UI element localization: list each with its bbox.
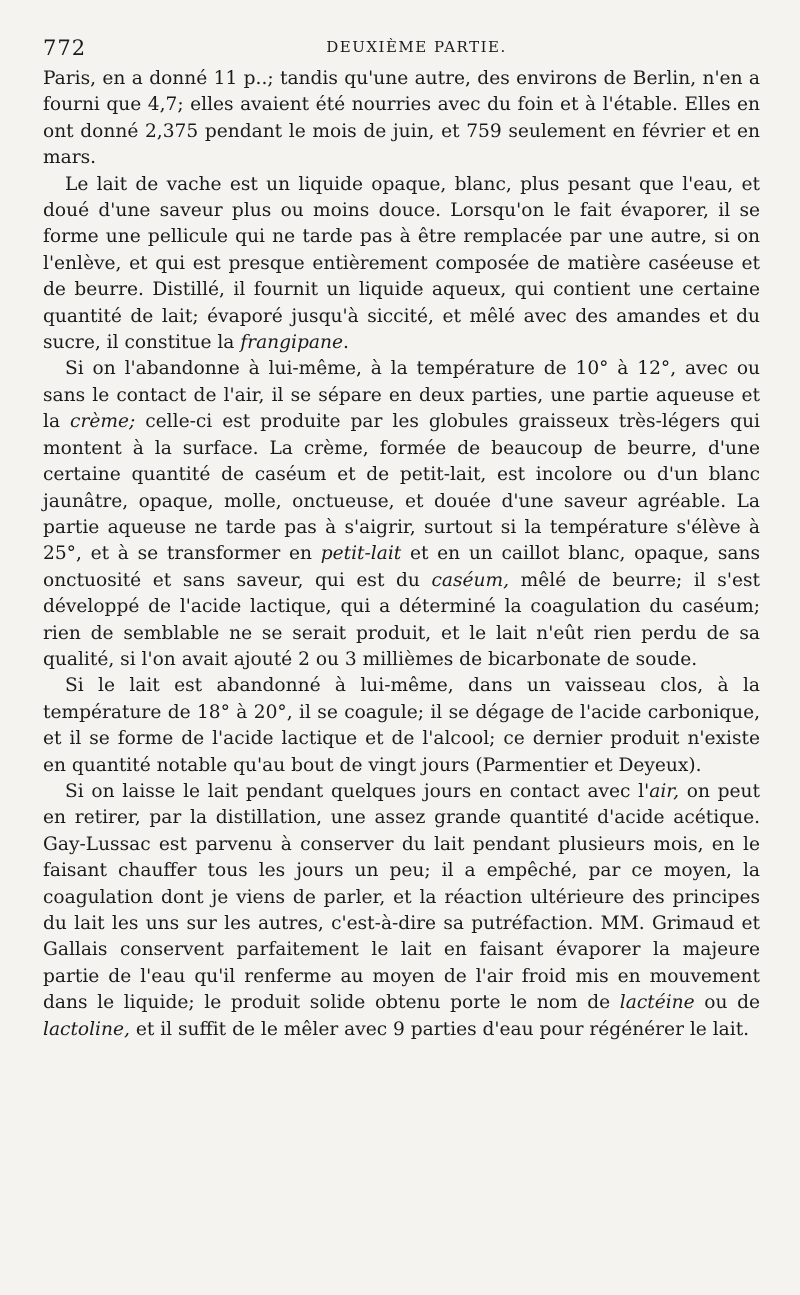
text-segment: celle-ci est produite par les globules graisseux très-légers qui montent à la surface. La crème, formée de beaucoup de beurre, d'une certaine quantité de caséum et de petit-lait, est incolore ou d'un blanc jaunâtre, opaque, molle, onctueuse, et douée d'une saveur agréable. La partie aqueuse ne tarde pas à s'aigrir, surtout si la température s'élève à 25°, et à se transformer en xyxy=(43,411,760,565)
italic-term: air, xyxy=(649,780,680,802)
text-segment: Si on laisse le lait pendant quelques jours en contact avec l' xyxy=(65,780,650,802)
text-segment: Paris, en a donné 11 p..; tandis qu'une autre, des environs de Berlin, n'en a fourni que 4,7; elles avaient été nourries avec du foin et à l'étable. Elles en ont donné 2,375 pendant le mois de juin, et 759 seulement en février et en mars. xyxy=(43,68,760,169)
text-segment: . xyxy=(342,332,349,354)
italic-term: caséum, xyxy=(431,569,510,591)
paragraph xyxy=(43,356,760,673)
paragraph xyxy=(43,172,760,357)
text-segment: Le lait de vache est un liquide opaque, blanc, plus pesant que l'eau, et doué d'une saveur plus ou moins douce. Lorsqu'on le fait évaporer, il se forme une pellicule qui ne tarde pas à être remplacée par une autre, si on l'enlève, et qui est presque entièrement composée de matière caséeuse et de beurre. Distillé, il fournit un liquide aqueux, qui contient une certaine quantité de lait; évaporé jusqu'à siccité, et mêlé avec des amandes et du sucre, il constitue la xyxy=(43,173,760,354)
paragraph xyxy=(43,673,760,779)
section-title: DEUXIÈME PARTIE. xyxy=(326,38,507,56)
text-segment: Si le lait est abandonné à lui-même, dans un vaisseau clos, à la température de 18° à 20°, il se coagule; il se dégage de l'acide carbonique, et il se forme de l'acide lactique et de l'alcool; ce dernier produit n'existe en quantité notable qu'au bout de vingt jours (Parmentier et Deyeux). xyxy=(43,675,760,776)
text-segment: mêlé de beurre; il s'est développé de l'acide lactique, qui a déterminé la coagulation du caséum; rien de semblable ne se serait produit, et le lait n'eût rien perdu de sa qualité, si l'on avait ajouté 2 ou 3 millièmes de bicarbonate de soude. xyxy=(43,569,760,670)
paragraph xyxy=(43,66,760,172)
text-segment: Si on l'abandonne à lui-même, à la température de 10° à 12°, avec ou sans le contact de l'air, il se sépare en deux parties, une partie aqueuse et la xyxy=(43,358,760,433)
italic-term: frangipane xyxy=(240,332,343,354)
text-segment: on peut en retirer, par la distillation, une assez grande quantité d'acide acétique. Gay-Lussac est parvenu à conserver du lait pendant plusieurs mois, en le faisant chauffer tous les jours un peu; il a empêché, par ce moyen, la coagulation dont je viens de parler, et la réaction ultérieure des principes du lait les uns sur les autres, c'est-à-dire sa putréfaction. MM. Grimaud et Gallais conservent parfaitement le lait en faisant évaporer la majeure partie de l'eau qu'il renferme au moyen de l'air froid mis en mouvement dans le liquide; le produit solide obtenu porte le nom de xyxy=(43,780,760,1014)
page-number: 772 xyxy=(43,36,87,60)
italic-term: lactéine xyxy=(619,992,695,1014)
text-segment: et en un caillot blanc, opaque, sans onctuosité et sans saveur, qui est du xyxy=(43,543,760,591)
text-segment: et il suffit de le mêler avec 9 parties d'eau pour régénérer le lait. xyxy=(129,1018,750,1040)
running-head xyxy=(43,34,760,64)
text-segment: ou de xyxy=(694,992,760,1014)
italic-term: petit-lait xyxy=(320,543,402,565)
paragraph xyxy=(43,779,760,1043)
body-text xyxy=(43,66,760,1043)
italic-term: crème; xyxy=(70,411,136,433)
italic-term: lactoline, xyxy=(43,1018,130,1040)
